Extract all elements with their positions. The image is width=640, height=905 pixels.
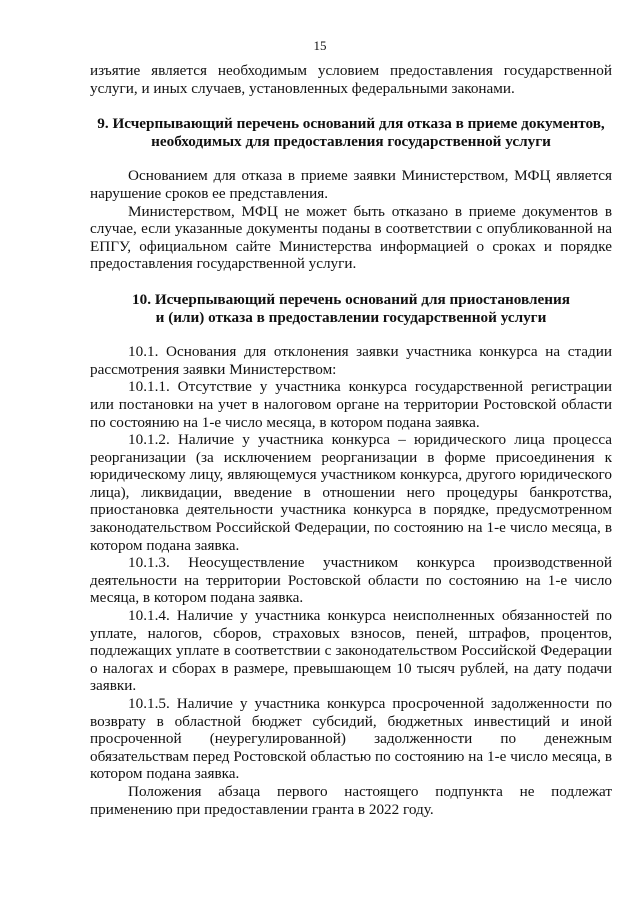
section-9-paragraph-1: Основанием для отказа в приеме заявки Министерством, МФЦ является нарушение сроков ее представления. (90, 167, 612, 202)
spacer (90, 97, 612, 115)
section-10-heading-line-1: 10. Исчерпывающий перечень оснований для приостановления (132, 290, 570, 308)
clause-10-1-1: 10.1.1. Отсутствие у участника конкурса государственной регистрации или постановки на учет в налоговом органе на территории Ростовской области по состоянию на 1-е число месяца, в котором подана заявка. (90, 378, 612, 431)
section-9-paragraph-2: Министерством, МФЦ не может быть отказано в приеме документов в случае, если указанные документы поданы в соответствии с опубликованной на ЕПГУ, официальном сайте Министерства информацией о сроках и порядке предоставления государственной услуги. (90, 202, 612, 273)
clause-10-1-5: 10.1.5. Наличие у участника конкурса просроченной задолженности по возврату в областной бюджет субсидий, бюджетных инвестиций и иной просроченной (неурегулированной) задолженности по денежным обязательствам перед Ростовской областью по состоянию на 1-е число месяца, в котором подана заявка. (90, 695, 612, 783)
section-9-heading-line-1: 9. Исчерпывающий перечень оснований для отказа в приеме документов, (97, 115, 605, 133)
section-10-heading (90, 291, 612, 326)
clause-10-1-2: 10.1.2. Наличие у участника конкурса – юридического лица процесса реорганизации (за исключением реорганизации в форме присоединения к юридическому лицу, являющемуся участником конкурса, другого юридического лица), ликвидации, введение в отношении него процедуры банкротства, приостановка деятельности участника конкурса в порядке, предусмотренном законодательством Российской Федерации, по состоянию на 1-е число месяца, в котором подана заявка. (90, 431, 612, 554)
clause-10-1-3: 10.1.3. Неосуществление участником конкурса производственной деятельности на территории Ростовской области по состоянию на 1-е число месяца, в котором подана заявка. (90, 554, 612, 607)
page-content (90, 62, 612, 818)
spacer (90, 150, 612, 167)
section-9-heading (90, 115, 612, 150)
spacer (90, 273, 612, 291)
clause-10-1-4: 10.1.4. Наличие у участника конкурса неисполненных обязанностей по уплате, налогов, сборов, страховых взносов, пеней, штрафов, процентов, подлежащих уплате в соответствии с законодательством Российской Федерации о налогах и сборах в размере, превышающем 10 тысяч рублей, на дату подачи заявки. (90, 607, 612, 695)
intro-paragraph: изъятие является необходимым условием предоставления государственной услуги, и иных случаев, установленных федеральными законами. (90, 62, 612, 97)
section-10-heading-line-2: и (или) отказа в предоставлении государственной услуги (155, 308, 547, 326)
clause-10-1: 10.1. Основания для отклонения заявки участника конкурса на стадии рассмотрения заявки Министерством: (90, 343, 612, 378)
section-9-heading-line-2: необходимых для предоставления государственной услуги (151, 132, 551, 150)
clause-10-1-5-note: Положения абзаца первого настоящего подпункта не подлежат применению при предоставлении гранта в 2022 году. (90, 782, 612, 818)
spacer (90, 326, 612, 343)
page-number: 15 (313, 38, 327, 53)
